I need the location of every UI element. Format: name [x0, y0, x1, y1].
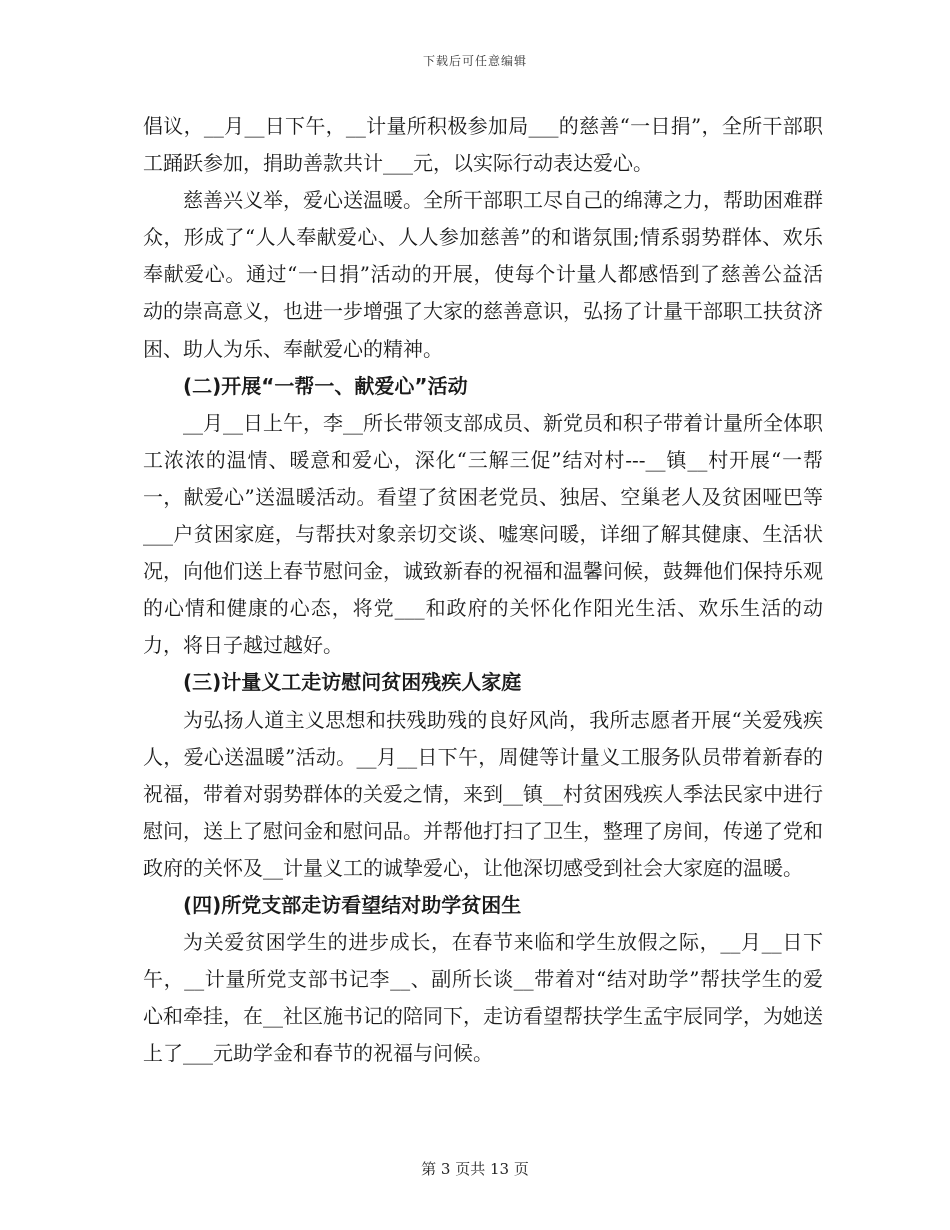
section-heading-2: (二)开展“一帮一、献爱心”活动: [183, 373, 468, 398]
paragraph-charity-summary: 慈善兴义举，爱心送温暖。全所干部职工尽自己的绵薄之力，帮助困难群众，形成了“人人奉献爱心、人人参加慈善”的和谐氛围;情系弱势群体、欢乐奉献爱心。通过“一日捐”活动的开展，使每个计量人都感悟到了慈善公益活动的崇高意义，也进一步增强了大家的慈善意识，弘扬了计量干部职工扶贫济困、助人为乐、奉献爱心的精神。: [143, 188, 823, 361]
page-header: 下载后可任意编辑: [422, 54, 527, 68]
paragraph-disabled-visit: 为弘扬人道主义思想和扶残助残的良好风尚，我所志愿者开展“关爱残疾人，爱心送温暖”活动。__月__日下午，周健等计量义工服务队员带着新春的祝福，带着对弱势群体的关爱之情，来到__镇__村贫困残疾人季法民家中进行慰问，送上了慰问金和慰问品。并帮他打扫了卫生，整理了房间，传递了党和政府的关怀及__计量义工的诚挚爱心，让他深切感受到社会大家庭的温暖。: [143, 707, 823, 880]
paragraph-student-visit: 为关爱贫困学生的进步成长，在春节来临和学生放假之际，__月__日下午，__计量所党支部书记李__、副所长谈__带着对“结对助学”帮扶学生的爱心和牵挂，在__社区施书记的陪同下，走访看望帮扶学生孟宇辰同学，为她送上了___元助学金和春节的祝福与问候。: [143, 930, 823, 1066]
paragraph-one-help-one: __月__日上午，李__所长带领支部成员、新党员和积子带着计量所全体职工浓浓的温情、暖意和爱心，深化“三解三促”结对村---__镇__村开展“一帮一，献爱心”送温暖活动。看望了贫困老党员、独居、空巢老人及贫困哑巴等___户贫困家庭，与帮扶对象亲切交谈、嘘寒问暖，详细了解其健康、生活状况，向他们送上春节慰问金，诚致新春的祝福和温馨问候，鼓舞他们保持乐观的心情和健康的心态，将党___和政府的关怀化作阳光生活、欢乐生活的动力，将日子越过越好。: [143, 410, 823, 658]
document-body: [143, 108, 823, 1072]
section-heading-4: (四)所党支部走访看望结对助学贫困生: [183, 892, 522, 917]
section-heading-3: (三)计量义工走访慰问贫困残疾人家庭: [183, 670, 522, 695]
paragraph-donation-intro: 倡议，__月__日下午，__计量所积极参加局___的慈善“一日捐”，全所干部职工踊跃参加，捐助善款共计___元，以实际行动表达爱心。: [143, 114, 823, 176]
page-footer: 第 3 页共 13 页: [421, 1160, 529, 1178]
